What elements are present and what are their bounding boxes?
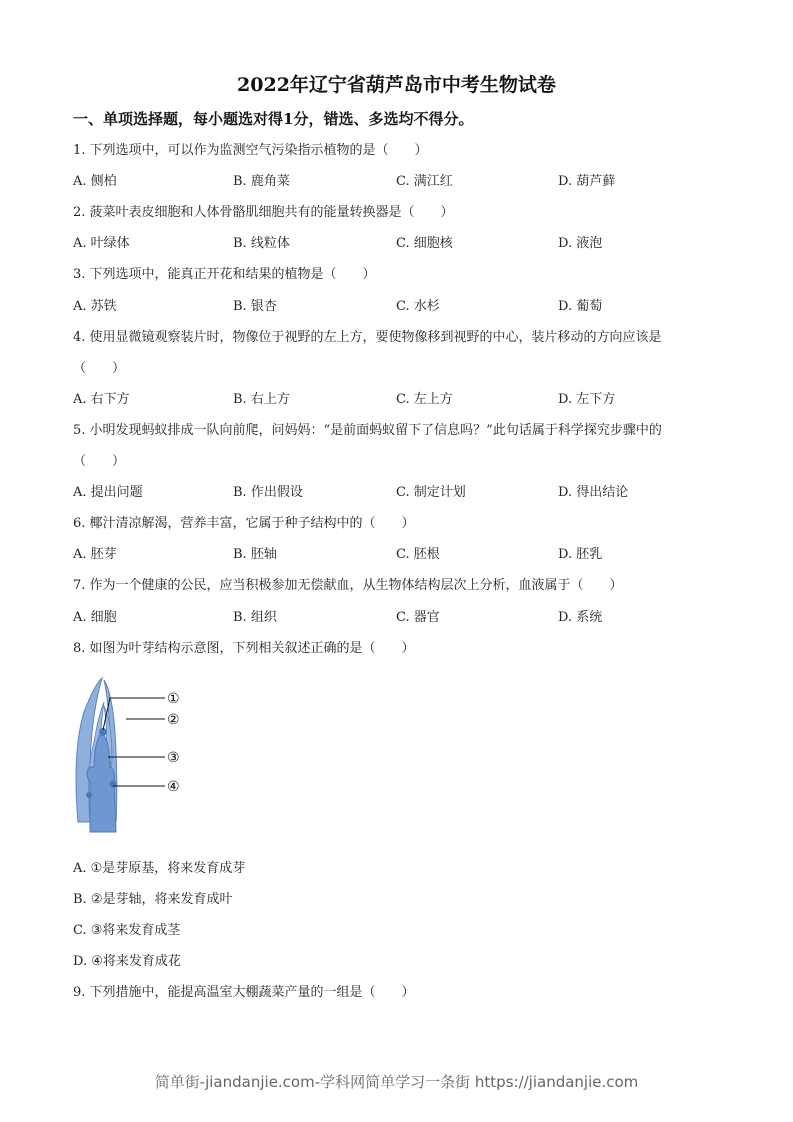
answer-option: A. 苏铁	[73, 298, 117, 314]
answer-option: B. ②是芽轴，将来发育成叶	[73, 892, 233, 908]
answer-option: A. ①是芽原基，将来发育成芽	[73, 861, 246, 876]
answer-option: B. 线粒体	[233, 236, 290, 252]
answer-option: A. 叶绿体	[73, 236, 130, 252]
answer-option: C. 器官	[396, 609, 440, 625]
answer-option: C. ③将来发育成茎	[73, 923, 181, 939]
callout-label-1: ①	[167, 691, 180, 707]
answer-option: D. 葫芦藓	[558, 174, 616, 190]
footer-watermark: 简单街-jiandanjie.com-学科网简单学习一条街 https://jiandanjie.com	[154, 1073, 639, 1091]
answer-option: D. 左下方	[558, 391, 616, 407]
answer-blank: （ ）	[73, 454, 126, 469]
answer-option: B. 作出假设	[233, 485, 303, 501]
callout-label-3: ③	[167, 750, 180, 766]
question-stem: 1. 下列选项中，可以作为监测空气污染指示植物的是（ ）	[73, 143, 428, 158]
question-stem: 8. 如图为叶芽结构示意图，下列相关叙述正确的是（ ）	[73, 640, 415, 656]
question-stem: 6. 椰汁清凉解渴，营养丰富，它属于种子结构中的（ ）	[73, 516, 415, 532]
answer-option: C. 水杉	[396, 298, 440, 314]
page-title: 2022年辽宁省葫芦岛市中考生物试卷	[237, 74, 556, 96]
answer-option: B. 胚轴	[233, 547, 277, 563]
answer-option: B. 右上方	[233, 391, 290, 407]
question-stem: 9. 下列措施中，能提高温室大棚蔬菜产量的一组是（ ）	[73, 985, 415, 1001]
question-stem: 4. 使用显微镜观察装片时，物像位于视野的左上方，要使物像移到视野的中心，装片移动的方向应该是	[73, 329, 662, 345]
answer-option: B. 组织	[233, 609, 277, 625]
answer-option: A. 提出问题	[73, 485, 143, 501]
answer-option: D. ④将来发育成花	[73, 954, 181, 970]
answer-option: B. 鹿角菜	[233, 174, 290, 190]
callout-label-4: ④	[167, 779, 180, 795]
question-stem: 2. 菠菜叶表皮细胞和人体骨骼肌细胞共有的能量转换器是（ ）	[73, 205, 454, 221]
section-heading: 一、单项选择题，每小题选对得1分，错选、多选均不得分。	[73, 110, 474, 128]
answer-option: C. 制定计划	[396, 485, 466, 501]
question-stem: 3. 下列选项中，能真正开花和结果的植物是（ ）	[73, 267, 376, 283]
answer-option: D. 葡萄	[558, 298, 603, 314]
answer-option: C. 左上方	[396, 391, 453, 407]
question-stem: 5. 小明发现蚂蚁排成一队向前爬，问妈妈：“是前面蚂蚁留下了信息吗？”此句话属于科学探究步骤中的	[73, 422, 662, 438]
question-stem: 7. 作为一个健康的公民，应当积极参加无偿献血，从生物体结构层次上分析，血液属于（ ）	[73, 578, 623, 594]
answer-option: D. 系统	[558, 609, 603, 625]
answer-option: D. 液泡	[558, 236, 603, 252]
answer-option: A. 胚芽	[73, 547, 117, 563]
answer-option: C. 胚根	[396, 547, 440, 563]
callout-label-2: ②	[167, 712, 180, 728]
answer-option: A. 细胞	[73, 609, 117, 625]
answer-option: A. 右下方	[73, 391, 130, 407]
answer-option: C. 满江红	[396, 174, 453, 190]
answer-blank: （ ）	[73, 360, 126, 376]
answer-option: B. 银杏	[233, 298, 277, 314]
answer-option: D. 得出结论	[558, 485, 629, 501]
answer-option: D. 胚乳	[558, 547, 603, 563]
leaf-bud-diagram	[70, 672, 200, 837]
answer-option: A. 侧柏	[73, 174, 117, 190]
leaf-bud-illustration	[76, 678, 117, 832]
answer-option: C. 细胞核	[396, 236, 453, 252]
